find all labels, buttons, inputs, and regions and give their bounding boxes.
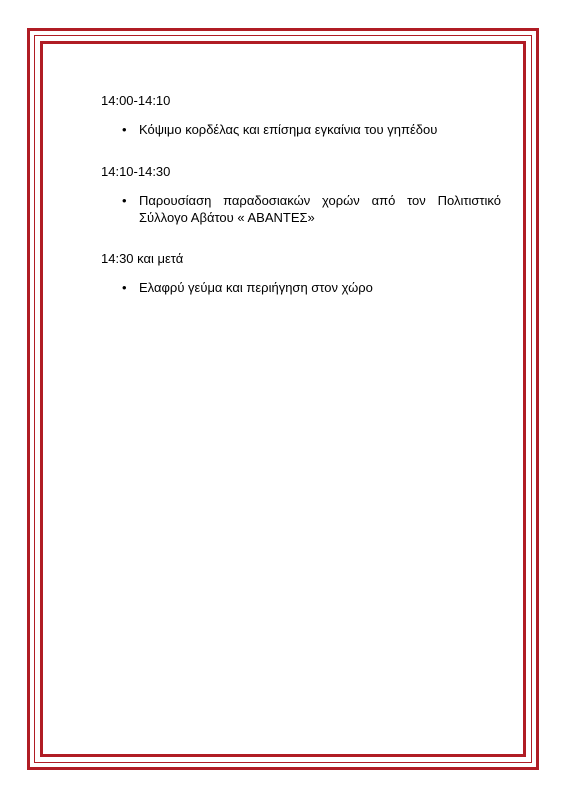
time-slot: 14:00-14:10: [101, 93, 171, 108]
bullet-icon: •: [122, 193, 127, 208]
activity-list: [101, 121, 501, 138]
activity-list: [101, 279, 501, 296]
activity-text: Κόψιμο κορδέλας και επίσημα εγκαίνια του γηπέδου: [139, 122, 438, 137]
list-item: [101, 192, 501, 226]
time-slot: 14:30 και μετά: [101, 251, 184, 266]
activity-text: Παρουσίαση παραδοσιακών χορών από τον Πολιτιστικό Σύλλογο Αβάτου « ΑΒΑΝΤΕΣ»: [139, 193, 501, 225]
bullet-icon: •: [122, 280, 127, 295]
bullet-icon: •: [122, 122, 127, 137]
time-slot: 14:10-14:30: [101, 164, 171, 179]
activity-list: [101, 192, 501, 226]
list-item: [101, 121, 501, 138]
schedule-block-2: [101, 163, 501, 226]
list-item: [101, 279, 501, 296]
activity-text: Ελαφρύ γεύμα και περιήγηση στον χώρο: [139, 280, 373, 295]
schedule-block-3: [101, 250, 501, 296]
program-schedule: [101, 92, 501, 296]
schedule-block-1: [101, 92, 501, 138]
